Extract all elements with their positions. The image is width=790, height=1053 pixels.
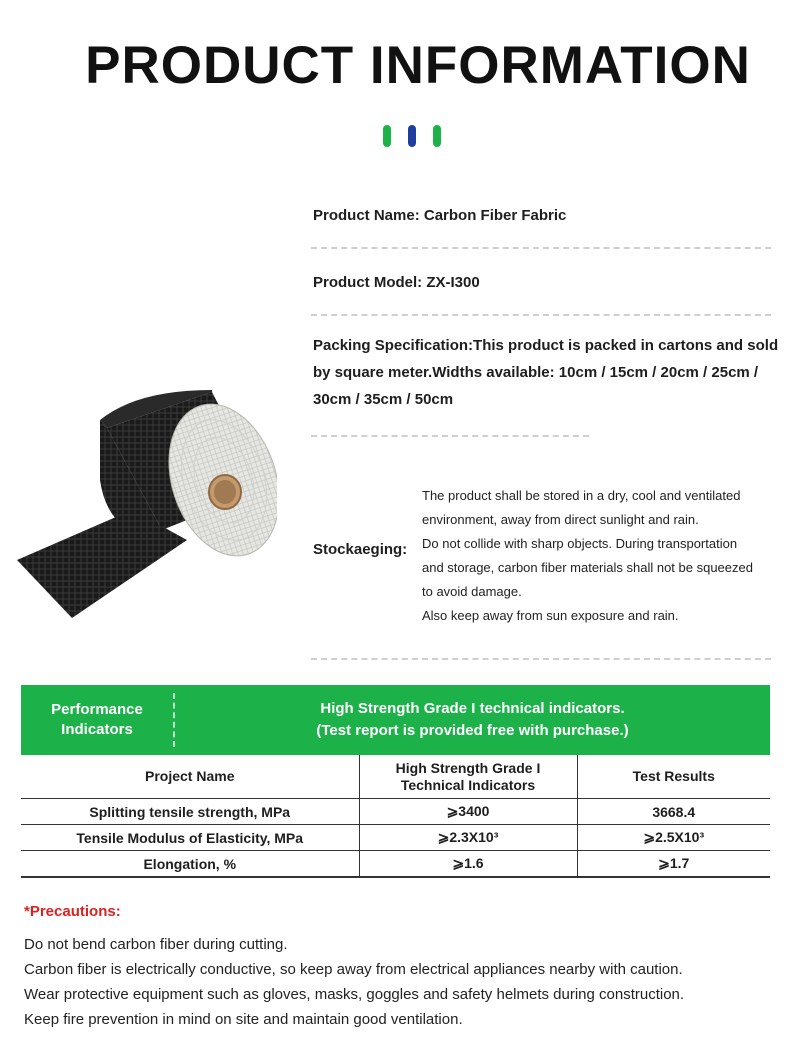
table-cell: 3668.4 [577, 799, 770, 825]
dashed-divider [311, 247, 771, 249]
product-name-line [313, 202, 566, 229]
column-header [359, 755, 577, 799]
packing-spec-line: 30cm / 35cm / 50cm [313, 391, 454, 408]
table-header-row [21, 755, 770, 799]
stockaeging-line: and storage, carbon fiber materials shall not be squeezed [422, 560, 753, 575]
column-header: Project Name [21, 755, 359, 799]
precautions-title: *Precautions: [24, 903, 121, 920]
table-row [21, 825, 770, 851]
table-cell: ⩾3400 [359, 799, 577, 825]
performance-summary [175, 685, 770, 755]
dashed-divider [311, 435, 589, 437]
blue-bar-mark [408, 125, 416, 147]
stockaeging-text [422, 484, 782, 628]
table-cell: ⩾1.7 [577, 851, 770, 878]
product-model-label: Product Model: [313, 274, 423, 291]
stockaeging-line: Also keep away from sun exposure and rain. [422, 608, 679, 623]
performance-header [21, 685, 770, 755]
stockaeging-line: to avoid damage. [422, 584, 522, 599]
precaution-item: Carbon fiber is electrically conductive, so keep away from electrical appliances nearby with caution. [24, 961, 683, 978]
performance-summary-line: High Strength Grade I technical indicators. [320, 700, 625, 717]
stockaeging-line: environment, away from direct sunlight and rain. [422, 512, 699, 527]
table-cell: Tensile Modulus of Elasticity, MPa [21, 825, 359, 851]
table-cell: ⩾2.5X10³ [577, 825, 770, 851]
precautions-list [24, 932, 684, 1032]
product-name-label: Product Name: [313, 207, 420, 224]
product-model-value: ZX-I300 [426, 274, 480, 291]
table-cell: ⩾2.3X10³ [359, 825, 577, 851]
product-name-value: Carbon Fiber Fabric [423, 207, 567, 224]
performance-indicators-label [21, 685, 173, 755]
stockaeging-line: The product shall be stored in a dry, cool and ventilated [422, 488, 741, 503]
precaution-item: Wear protective equipment such as gloves, masks, goggles and safety helmets during construction. [24, 986, 685, 1003]
table-row [21, 799, 770, 825]
green-bar-mark [383, 125, 391, 147]
table-row [21, 851, 770, 878]
section-divider-marks [383, 125, 443, 149]
packing-spec-line: by square meter.Widths available: 10cm / 15cm / 20cm / 25cm / [313, 364, 759, 381]
dashed-divider [311, 314, 771, 316]
packing-spec-line: This product is packed in cartons and sold [473, 337, 779, 354]
table-cell: Elongation, % [21, 851, 359, 878]
table-cell: Splitting tensile strength, MPa [21, 799, 359, 825]
column-header-line: High Strength Grade I [395, 759, 541, 776]
carbon-fiber-roll-image [12, 380, 277, 630]
precaution-item: Do not bend carbon fiber during cutting. [24, 936, 288, 953]
dashed-divider [311, 658, 771, 660]
table-cell: ⩾1.6 [359, 851, 577, 878]
stockaeging-line: Do not collide with sharp objects. During transportation [422, 536, 738, 551]
precaution-item: Keep fire prevention in mind on site and maintain good ventilation. [24, 1011, 463, 1028]
product-model-line [313, 269, 480, 296]
performance-summary-line: (Test report is provided free with purchase.) [316, 722, 629, 739]
performance-label-line: Indicators [61, 721, 133, 738]
stockaeging-label: Stockaeging: [313, 541, 408, 558]
packing-spec-block [313, 332, 783, 413]
column-header: Test Results [577, 755, 770, 799]
green-bar-mark [433, 125, 441, 147]
packing-spec-label: Packing Specification: [313, 337, 474, 354]
spec-table [21, 755, 770, 878]
column-header-line: Technical Indicators [400, 776, 536, 793]
performance-label-line: Performance [51, 701, 143, 718]
page-title: PRODUCT INFORMATION [85, 36, 751, 95]
